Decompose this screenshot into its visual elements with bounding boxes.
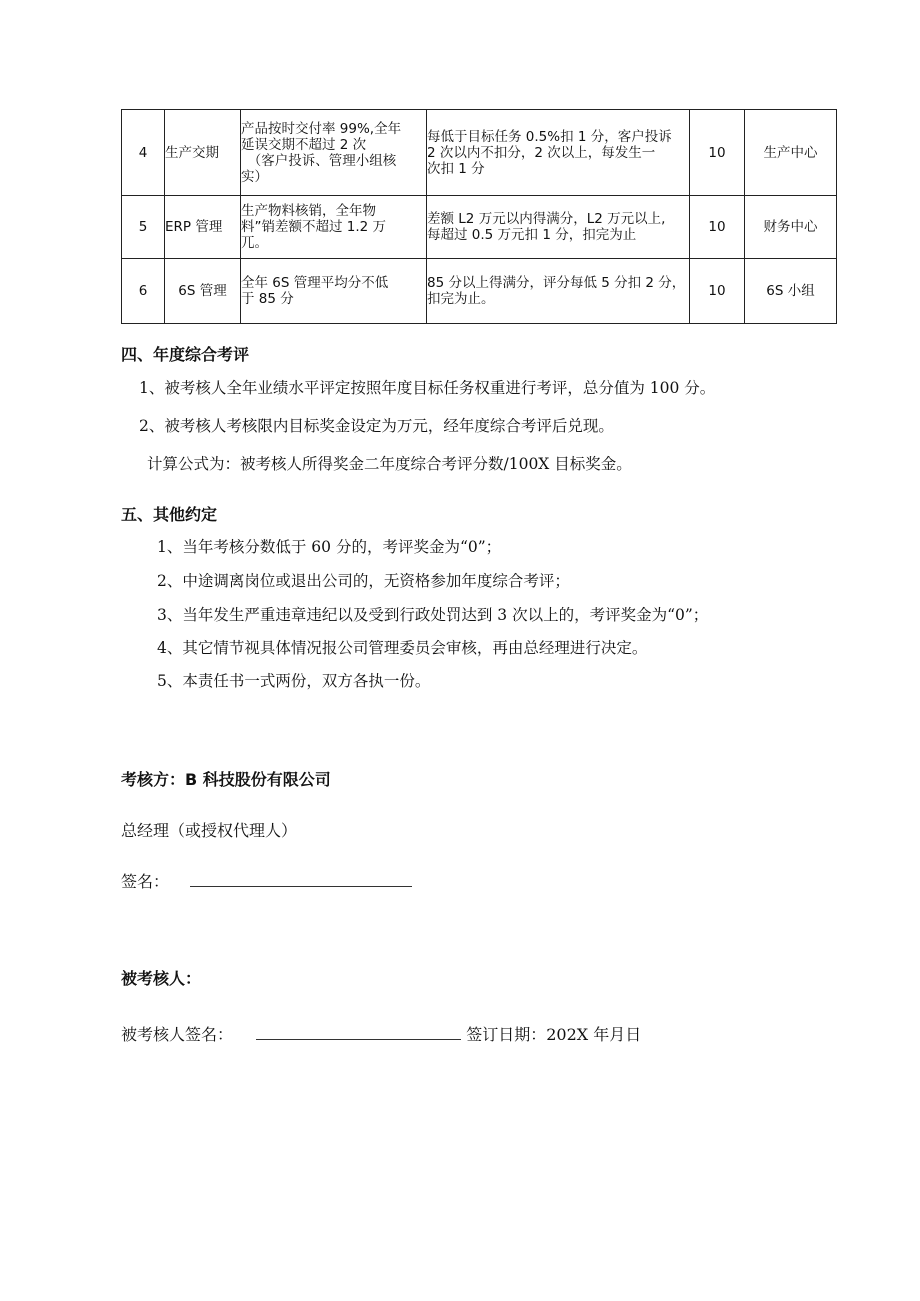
kpi-department: 生产中心	[745, 110, 837, 196]
row-number: 6	[122, 259, 165, 324]
kpi-item: 生产交期	[165, 110, 241, 196]
row-number: 4	[122, 110, 165, 196]
text-line: 产品按时交付率 99%,全年	[241, 120, 402, 137]
table-row	[122, 259, 837, 324]
text-line: 延误交期不超过 2 次	[241, 136, 367, 153]
kpi-standard	[241, 196, 427, 259]
text-line: 每超过 0.5 万元扣 1 分，扣完为止	[427, 227, 637, 243]
kpi-standard	[241, 259, 427, 324]
text-line: 差额 L2 万元以内得满分，L2 万元以上,	[427, 211, 666, 227]
assessee-sign-label: 被考核人签名：	[121, 1025, 234, 1044]
kpi-item: ERP 管理	[165, 196, 241, 259]
text-line: （客户投诉、管理小组核	[241, 152, 397, 169]
kpi-scoring-rule	[427, 196, 690, 259]
text-line: 次扣 1 分	[427, 160, 485, 177]
formula-paragraph: 计算公式为：被考核人所得奖金二年度综合考评分数/100X 目标奖金。	[147, 455, 632, 473]
row-number: 5	[122, 196, 165, 259]
table-row	[122, 196, 837, 259]
text-line: 生产物料核销，全年物	[241, 203, 376, 219]
kpi-department: 财务中心	[745, 196, 837, 259]
table-row	[122, 110, 837, 196]
text-line: 料”销差额不超过 1.2 万	[241, 219, 387, 235]
kpi-weight: 10	[690, 259, 745, 324]
paragraph: 1、被考核人全年业绩水平评定按照年度目标任务权重进行考评，总分值为 100 分。	[139, 379, 716, 397]
list-item: 1、当年考核分数低于 60 分的，考评奖金为“0”；	[157, 538, 502, 556]
text-line: 兀。	[241, 235, 268, 251]
kpi-weight: 10	[690, 196, 745, 259]
list-item: 5、本责任书一式两份，双方各执一份。	[157, 672, 431, 690]
kpi-department: 6S 小组	[745, 259, 837, 324]
text-line: 2 次以内不扣分，2 次以上，每发生一	[427, 144, 656, 161]
text-line: 85 分以上得满分，评分每低 5 分扣 2 分，	[427, 275, 686, 291]
kpi-weight: 10	[690, 110, 745, 196]
section-heading-annual-review: 四、年度综合考评	[121, 345, 250, 364]
text-line: 实）	[241, 168, 268, 185]
text-line: 扣完为止。	[427, 291, 495, 307]
assessee-signature-row	[121, 1022, 641, 1045]
list-item: 4、其它情节视具体情况报公司管理委员会审核，再由总经理进行决定。	[157, 639, 648, 657]
manager-signature-row	[121, 869, 412, 892]
assessor-label: 考核方：B 科技股份有限公司	[121, 770, 331, 789]
section-heading-other-terms: 五、其他约定	[121, 505, 218, 524]
list-item: 2、中途调离岗位或退出公司的，无资格参加年度综合考评；	[157, 572, 570, 590]
list-item: 3、当年发生严重违章违纪以及受到行政处罚达到 3 次以上的，考评奖金为“0”；	[157, 606, 709, 624]
kpi-scoring-rule	[427, 259, 690, 324]
kpi-scoring-rule	[427, 110, 690, 196]
sign-date-label: 签订日期：202X 年月日	[466, 1025, 642, 1044]
assessee-label: 被考核人：	[121, 969, 202, 988]
text-line: 每低于目标任务 0.5%扣 1 分，客户投诉	[427, 128, 672, 145]
text-line: 于 85 分	[241, 291, 294, 307]
assessee-signature-line[interactable]	[256, 1025, 461, 1040]
manager-signature-line[interactable]	[190, 872, 412, 887]
kpi-standard	[241, 110, 427, 196]
sign-label: 签名：	[121, 872, 170, 891]
kpi-item: 6S 管理	[165, 259, 241, 324]
manager-label: 总经理（或授权代理人）	[121, 821, 298, 840]
kpi-table	[121, 109, 837, 324]
paragraph: 2、被考核人考核限内目标奖金设定为万元，经年度综合考评后兑现。	[139, 417, 614, 435]
text-line: 全年 6S 管理平均分不低	[241, 275, 389, 291]
